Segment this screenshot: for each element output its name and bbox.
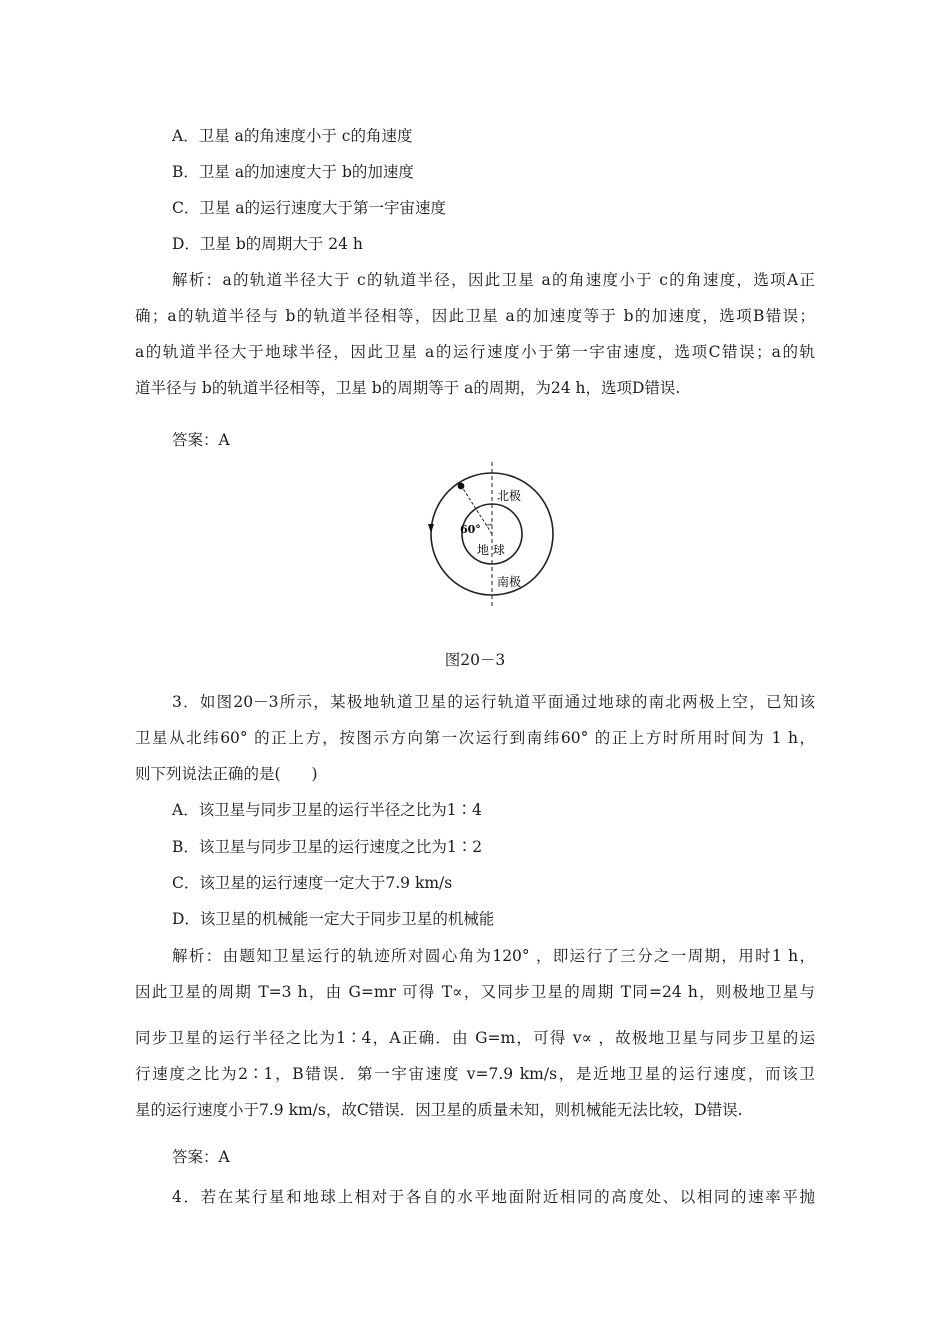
q2-option-d: D．卫星 b的周期大于 24 h — [172, 235, 363, 253]
angle-arc — [486, 524, 492, 525]
q3-option-b: B．该卫星与同步卫星的运行速度之比为1∶2 — [172, 838, 483, 856]
q3-analysis-line: 因此卫星的周期 T=3 h，由 G=mr 可得 T∝，又同步卫星的周期 T同=24 h，则极地卫星与 — [135, 983, 815, 1001]
q2-analysis-line: a的轨道半径大于地球半径，因此卫星 a的运行速度小于第一宇宙速度，选项C错误；a的轨 — [135, 343, 815, 361]
q3-analysis-line: 行速度之比为2∶1，B错误．第一宇宙速度 v=7.9 km/s，是近地卫星的运行速度，而该卫 — [135, 1065, 815, 1083]
q4-stem-line: 4．若在某行星和地球上相对于各自的水平地面附近相同的高度处、以相同的速率平抛 — [172, 1188, 815, 1206]
q2-option-c: C．卫星 a的运行速度大于第一宇宙速度 — [172, 199, 447, 217]
satellite-dot — [458, 483, 465, 490]
polar-orbit-figure — [415, 460, 565, 608]
figure-caption: 图20－3 — [444, 651, 506, 669]
q2-option-a: A．卫星 a的角速度小于 c的角速度 — [172, 127, 413, 145]
angle-label: 60° — [460, 523, 481, 536]
q2-option-b: B．卫星 a的加速度大于 b的加速度 — [172, 163, 414, 181]
q3-stem-line: 则下列说法正确的是( ) — [135, 765, 318, 783]
q3-analysis-line: 星的运行速度小于7.9 km/s，故C错误．因卫星的质量未知，则机械能无法比较，D错误. — [135, 1101, 743, 1119]
q3-option-a: A．该卫星与同步卫星的运行半径之比为1∶4 — [172, 801, 482, 819]
q2-answer: 答案：A — [172, 431, 230, 449]
q3-analysis-line: 解析：由题知卫星运行的轨迹所对圆心角为120° ，即运行了三分之一周期，用时1 h， — [172, 947, 815, 965]
direction-arrow-icon — [428, 524, 434, 533]
q2-analysis-line: 道半径与 b的轨道半径相等，卫星 b的周期等于 a的周期，为24 h，选项D错误. — [135, 379, 681, 397]
earth-label: 地 球 — [477, 543, 505, 557]
q3-option-c: C．该卫星的运行速度一定大于7.9 km/s — [172, 874, 453, 892]
q3-analysis-line: 同步卫星的运行半径之比为1∶4，A正确．由 G=m，可得 v∝ ，故极地卫星与同步卫星的运 — [135, 1029, 815, 1047]
north-pole-label: 北极 — [497, 489, 522, 503]
q3-stem-line: 3．如图20－3所示，某极地轨道卫星的运行轨道平面通过地球的南北两极上空，已知该 — [172, 693, 815, 711]
q3-option-d: D．该卫星的机械能一定大于同步卫星的机械能 — [172, 910, 495, 928]
q3-stem-line: 卫星从北纬60° 的正上方，按图示方向第一次运行到南纬60° 的正上方时所用时间为 1 h， — [135, 729, 815, 747]
south-pole-label: 南极 — [497, 575, 522, 589]
q2-analysis-line: 确；a的轨道半径与 b的轨道半径相等，因此卫星 a的加速度等于 b的加速度，选项B错误； — [135, 307, 815, 325]
q2-analysis-line: 解析：a的轨道半径大于 c的轨道半径，因此卫星 a的角速度小于 c的角速度，选项A正 — [172, 271, 815, 289]
q3-answer: 答案：A — [172, 1148, 230, 1166]
